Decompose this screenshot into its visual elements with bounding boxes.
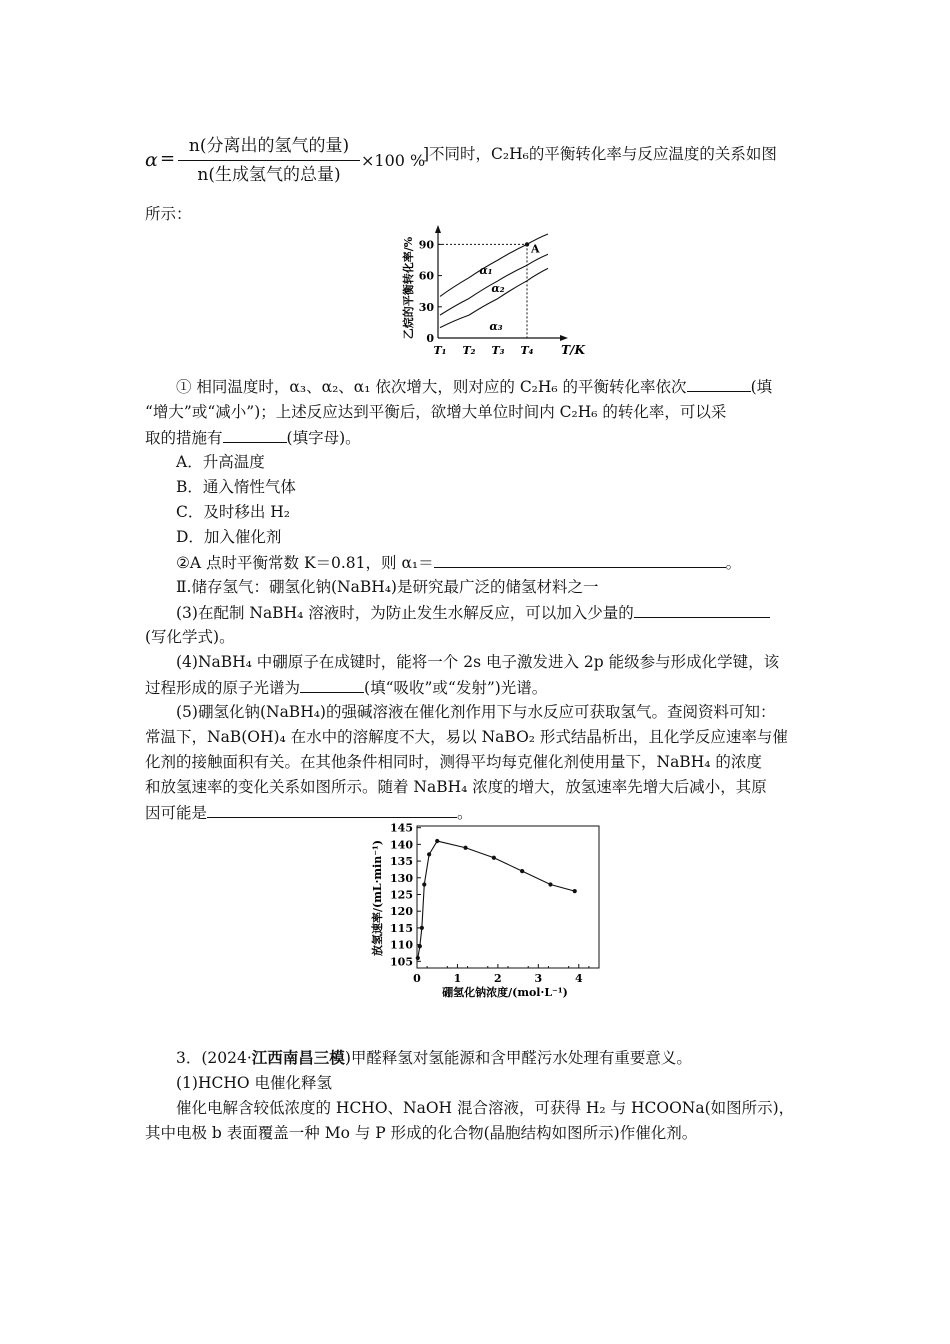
alpha-symbol: α xyxy=(145,149,158,171)
q4-line2-text: 过程形成的原子光谱为 xyxy=(145,679,301,697)
chart2-point xyxy=(520,869,524,873)
chart2-point xyxy=(418,944,422,948)
chart1-xtick-label: T₄ xyxy=(520,344,534,357)
q1-part2-text: ②A 点时平衡常数 K＝0.81，则 α₁＝ xyxy=(176,554,434,572)
chart2-xlabel: 硼氢化钠浓度/(mol·L⁻¹) xyxy=(442,986,568,999)
q5-line4: 和放氢速率的变化关系如图所示。随着 NaBH₄ 浓度的增大，放氢速率先增大后减小，其原 xyxy=(145,778,767,796)
chart2-point xyxy=(548,882,552,886)
chart2-xtick-label: 2 xyxy=(494,972,502,985)
hydrogen-rate-chart xyxy=(365,818,610,1003)
chart2-xtick-label: 4 xyxy=(574,972,583,985)
option-b: B．通入惰性气体 xyxy=(176,478,296,496)
q5-line5-text: 因可能是 xyxy=(145,804,208,822)
chart1-ytick-label: 90 xyxy=(418,238,434,252)
chart2-point xyxy=(422,882,426,886)
chart2-ytick-label: 105 xyxy=(390,955,413,969)
chart2-frame xyxy=(417,826,599,968)
q6-heading-c: )甲醛释氢对氢能源和含甲醛污水处理有重要意义。 xyxy=(344,1049,692,1067)
q5-line1: (5)硼氢化钠(NaBH₄)的强碱溶液在催化剂作用下与水反应可获取氢气。查阅资料可知： xyxy=(176,703,776,721)
chart1-xtick-label: T₃ xyxy=(491,344,505,357)
chart2-ytick-label: 130 xyxy=(390,871,413,885)
q1-blank2[interactable] xyxy=(223,427,287,443)
equals-sign: = xyxy=(160,148,176,169)
chart1-ytick-label: 30 xyxy=(418,300,434,314)
q1-line1-text: ① 相同温度时，α₃、α₂、α₁ 依次增大，则对应的 C₂H₆ 的平衡转化率依次 xyxy=(176,378,687,396)
q1-line3-text: 取的措施有 xyxy=(145,429,223,447)
chart2-point xyxy=(492,856,496,860)
chart1-series-3 xyxy=(440,268,548,327)
q5-blank[interactable] xyxy=(207,802,457,818)
q4-line2-end: (填“吸收”或“发射”)光谱。 xyxy=(364,679,548,697)
q3-blank[interactable] xyxy=(634,602,770,618)
q6-line1: 催化电解含较低浓度的 HCHO、NaOH 混合溶液，可获得 H₂ 与 HCOONa(如图所示)， xyxy=(176,1099,795,1117)
q4-blank[interactable] xyxy=(300,677,364,693)
q4-line1: (4)NaBH₄ 中硼原子在成键时，能将一个 2s 电子激发进入 2p 能级参与形成化学键，该 xyxy=(176,653,780,671)
q3-line2: (写化学式)。 xyxy=(145,628,235,646)
chart1-point-a-label: A xyxy=(531,242,540,256)
chart1-series-label: α₂ xyxy=(491,282,505,295)
formula-tail: ]不同时，C₂H₆的平衡转化率与反应温度的关系如图 xyxy=(423,145,777,163)
chart1-xtick-label: T₁ xyxy=(433,344,447,357)
q6-heading-a: 3．(2024· xyxy=(176,1049,252,1067)
chart1-xlabel: T/K xyxy=(561,343,585,357)
chart1-x-arrow xyxy=(560,335,568,341)
fraction-bar xyxy=(178,160,360,161)
conversion-chart xyxy=(398,222,598,362)
section-2-heading: Ⅱ.储存氢气：硼氢化钠(NaBH₄)是研究最广泛的储氢材料之一 xyxy=(176,578,599,596)
chart2-xtick-label: 1 xyxy=(453,972,462,985)
option-c: C．及时移出 H₂ xyxy=(176,503,291,521)
chart2-point xyxy=(427,852,431,856)
q5-line5-end: 。 xyxy=(457,804,473,822)
q5-line3: 化剂的接触面积有关。在其他条件相同时，测得平均每克催化剂使用量下，NaBH₄ 的浓度 xyxy=(145,753,762,771)
chart2-ytick-label: 140 xyxy=(390,838,413,852)
q1-blank3[interactable] xyxy=(434,552,726,568)
chart1-xtick-label: T₂ xyxy=(462,344,476,357)
q6-subheading: (1)HCHO 电催化释氢 xyxy=(176,1074,332,1092)
q1-part2 xyxy=(176,552,741,573)
q1-line3-end: (填字母)。 xyxy=(286,429,361,447)
chart2-point xyxy=(573,889,577,893)
chart1-series-label: α₃ xyxy=(489,320,503,333)
chart2-line xyxy=(418,841,575,958)
q1-line3 xyxy=(145,427,361,448)
option-d: D．加入催化剂 xyxy=(176,528,282,546)
chart2-ylabel: 放氢速率/(mL·min⁻¹) xyxy=(371,839,384,957)
q6-source: 江西南昌三模 xyxy=(251,1048,345,1067)
chart1-ytick-label: 0 xyxy=(426,332,434,345)
q5-line2: 常温下，NaB(OH)₄ 在水中的溶解度不大，易以 NaBO₂ 形式结晶析出，且化学反应速率与催 xyxy=(145,728,788,746)
q1-line1-end: (填 xyxy=(750,378,773,396)
times-100-percent: ×100 % xyxy=(361,151,426,170)
chart2-ytick-label: 110 xyxy=(390,938,413,952)
chart2-ytick-label: 135 xyxy=(390,855,413,869)
q3-line1 xyxy=(176,602,770,623)
fraction xyxy=(178,133,360,188)
q1-line2: “增大”或“减小”)；上述反应达到平衡后，欲增大单位时间内 C₂H₆ 的转化率，可以采 xyxy=(145,403,727,421)
chart2-ytick-label: 125 xyxy=(390,888,413,902)
chart2-point xyxy=(435,839,439,843)
chart2-point xyxy=(416,956,420,960)
q6-heading xyxy=(176,1048,692,1068)
q6-line2: 其中电极 b 表面覆盖一种 Mo 与 P 形成的化合物(晶胞结构如图所示)作催化剂。 xyxy=(145,1124,698,1142)
chart2-point xyxy=(463,846,467,850)
q1-line1 xyxy=(176,376,772,397)
chart2-ytick-label: 145 xyxy=(390,821,413,835)
chart2-point xyxy=(420,926,424,930)
fraction-denominator: n(生成氢气的总量) xyxy=(197,165,341,185)
chart1-y-arrow xyxy=(435,225,441,233)
q4-line2 xyxy=(145,677,547,698)
chart2-ytick-label: 115 xyxy=(390,921,413,935)
chart2-xtick-label: 0 xyxy=(413,972,421,985)
q3-text: (3)在配制 NaBH₄ 溶液时，为防止发生水解反应，可以加入少量的 xyxy=(176,604,634,622)
fraction-numerator: n(分离出的氢气的量) xyxy=(188,136,350,156)
q1-part2-end: 。 xyxy=(725,554,742,572)
chart2-xtick-label: 3 xyxy=(534,972,543,985)
option-a: A．升高温度 xyxy=(176,453,265,471)
chart1-point-a xyxy=(525,242,529,246)
chart1-ytick-label: 60 xyxy=(418,269,434,283)
chart1-ylabel: 乙烷的平衡转化率/% xyxy=(402,236,415,340)
q1-blank1[interactable] xyxy=(687,376,751,392)
chart1-series-label: α₁ xyxy=(479,264,493,277)
formula-line2: 所示： xyxy=(145,205,192,223)
chart2-ytick-label: 120 xyxy=(390,905,413,919)
